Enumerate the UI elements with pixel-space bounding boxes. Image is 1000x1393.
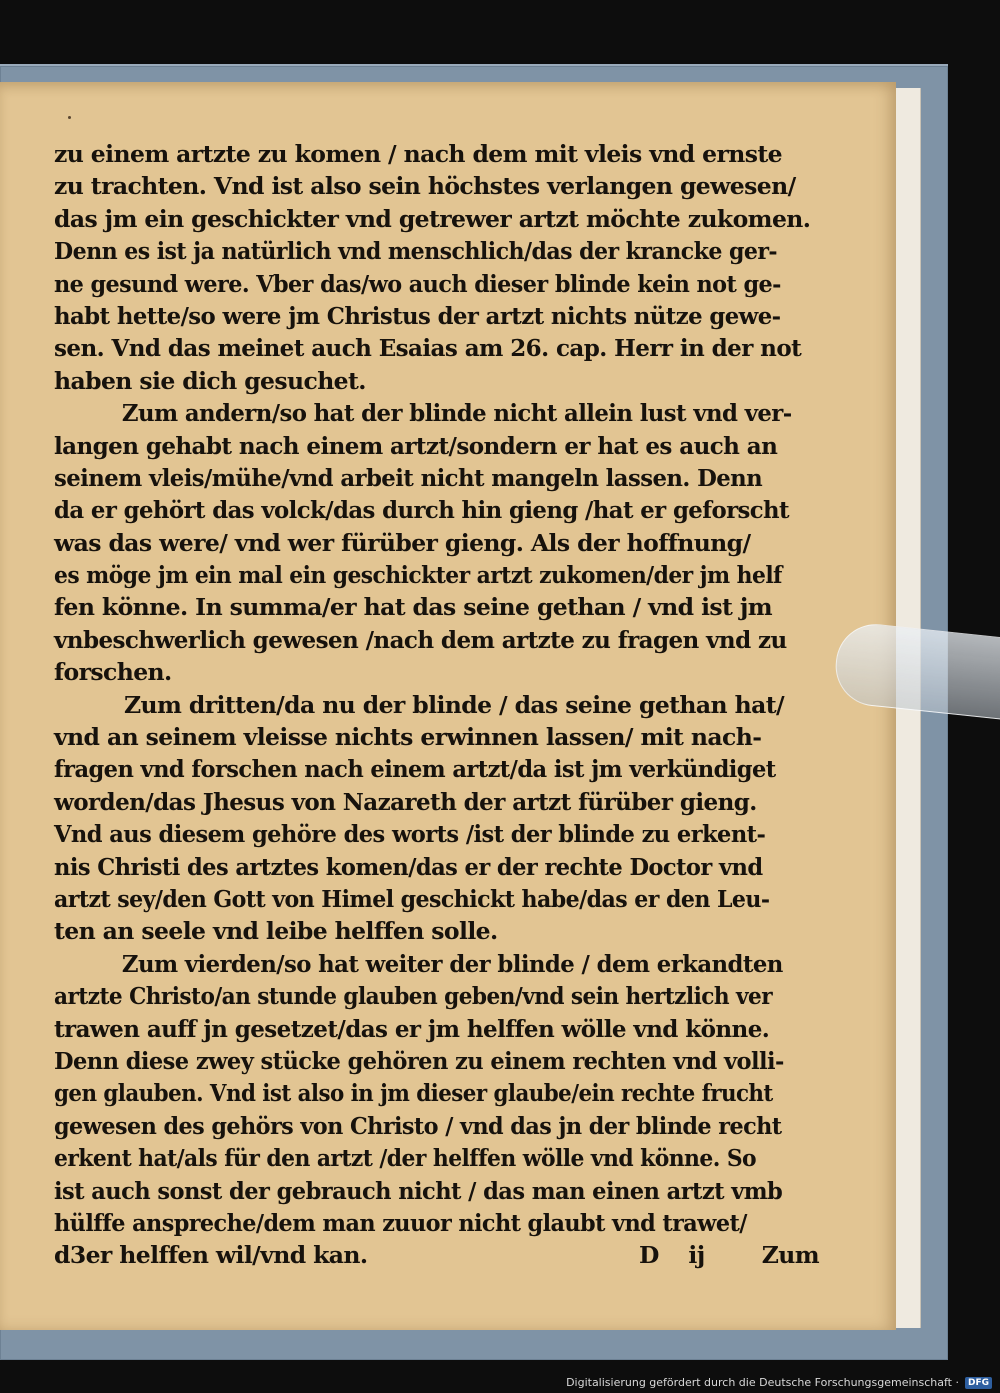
text-line: seinem vleis/mühe/vnd arbeit nicht mangeln lassen. Denn — [54, 463, 763, 492]
page-text — [54, 138, 819, 1272]
paragraph-start-line: Zum vierden/so hat weiter der blinde / dem erkandten — [121, 949, 783, 978]
text-line: trawen auff jn gesetzet/das er jm helffen wölle vnd könne. — [54, 1014, 770, 1043]
text-line: fragen vnd forschen nach einem artzt/da ist jm verkündiget — [54, 755, 776, 784]
text-line: ist auch sonst der gebrauch nicht / das man einen artzt vmb — [54, 1176, 783, 1205]
paragraph-start-line: Zum dritten/da nu der blinde / das seine gethan hat/ — [124, 690, 784, 719]
signature-mark: D ij — [639, 1241, 705, 1270]
text-line: artzte Christo/an stunde glauben geben/vnd sein hertzlich ver — [54, 982, 773, 1011]
page-speck — [68, 116, 71, 119]
text-line: zu trachten. Vnd ist also sein höchstes verlangen gewesen/ — [54, 172, 796, 201]
text-line: Denn es ist ja natürlich vnd menschlich/das der krancke ger- — [54, 237, 778, 266]
text-line: gen glauben. Vnd ist also in jm dieser glaube/ein rechte frucht — [54, 1079, 773, 1108]
text-line: da er gehört das volck/das durch hin gieng /hat er geforscht — [54, 496, 790, 525]
scan-footer — [566, 1376, 992, 1389]
text-line: vnbeschwerlich gewesen /nach dem artzte zu fragen vnd zu — [54, 625, 787, 654]
last-text-line — [54, 1239, 819, 1271]
text-line: habt hette/so were jm Christus der artzt nichts nütze gewe- — [54, 301, 781, 330]
catchword: Zum — [761, 1241, 819, 1270]
text-line: das jm ein geschickter vnd getrewer artzt möchte zukomen. — [54, 204, 811, 233]
text-line: langen gehabt nach einem artzt/sondern er hat es auch an — [54, 431, 778, 460]
text-line: Denn diese zwey stücke gehören zu einem rechten vnd volli- — [54, 1046, 784, 1075]
text-line: haben sie dich gesuchet. — [54, 366, 366, 395]
text-line: fen könne. In summa/er hat das seine gethan / vnd ist jm — [54, 593, 773, 622]
text-line: worden/das Jhesus von Nazareth der artzt fürüber gieng. — [54, 787, 757, 816]
text-line: gewesen des gehörs von Christo / vnd das jn der blinde recht — [54, 1111, 782, 1140]
text-line: zu einem artzte zu komen / nach dem mit vleis vnd ernste — [54, 140, 783, 168]
text-line: hülffe anspreche/dem man zuuor nicht glaubt vnd trawet/ — [54, 1208, 747, 1237]
funding-credit: Digitalisierung gefördert durch die Deutsche Forschungsgemeinschaft · — [566, 1376, 959, 1389]
text-line: artzt sey/den Gott von Himel geschickt habe/das er den Leu- — [54, 884, 770, 913]
text-line: forschen. — [54, 658, 172, 687]
text-line: erkent hat/als für den artzt /der helffen wölle vnd könne. So — [54, 1144, 757, 1173]
book-page — [0, 82, 896, 1330]
text-line: ten an seele vnd leibe helffen solle. — [54, 917, 498, 946]
text-line: sen. Vnd das meinet auch Esaias am 26. cap. Herr in der not — [54, 334, 802, 363]
text-line: ne gesund were. Vber das/wo auch dieser blinde kein not ge- — [54, 269, 781, 298]
text-line: Vnd aus diesem gehöre des worts /ist der blinde zu erkent- — [54, 820, 766, 849]
paragraph-start-line: Zum andern/so hat der blinde nicht allein lust vnd ver- — [121, 399, 792, 428]
dfg-logo-icon: DFG — [965, 1377, 992, 1389]
text-line: nis Christi des artztes komen/das er der rechte Doctor vnd — [54, 852, 763, 881]
final-line-text: d3er helffen wil/vnd kan. — [54, 1241, 368, 1270]
text-line: es möge jm ein mal ein geschickter artzt zukomen/der jm helf — [54, 561, 782, 590]
text-line: was das were/ vnd wer fürüber gieng. Als der hoffnung/ — [54, 528, 751, 557]
text-line: vnd an seinem vleisse nichts erwinnen lassen/ mit nach- — [54, 723, 762, 752]
